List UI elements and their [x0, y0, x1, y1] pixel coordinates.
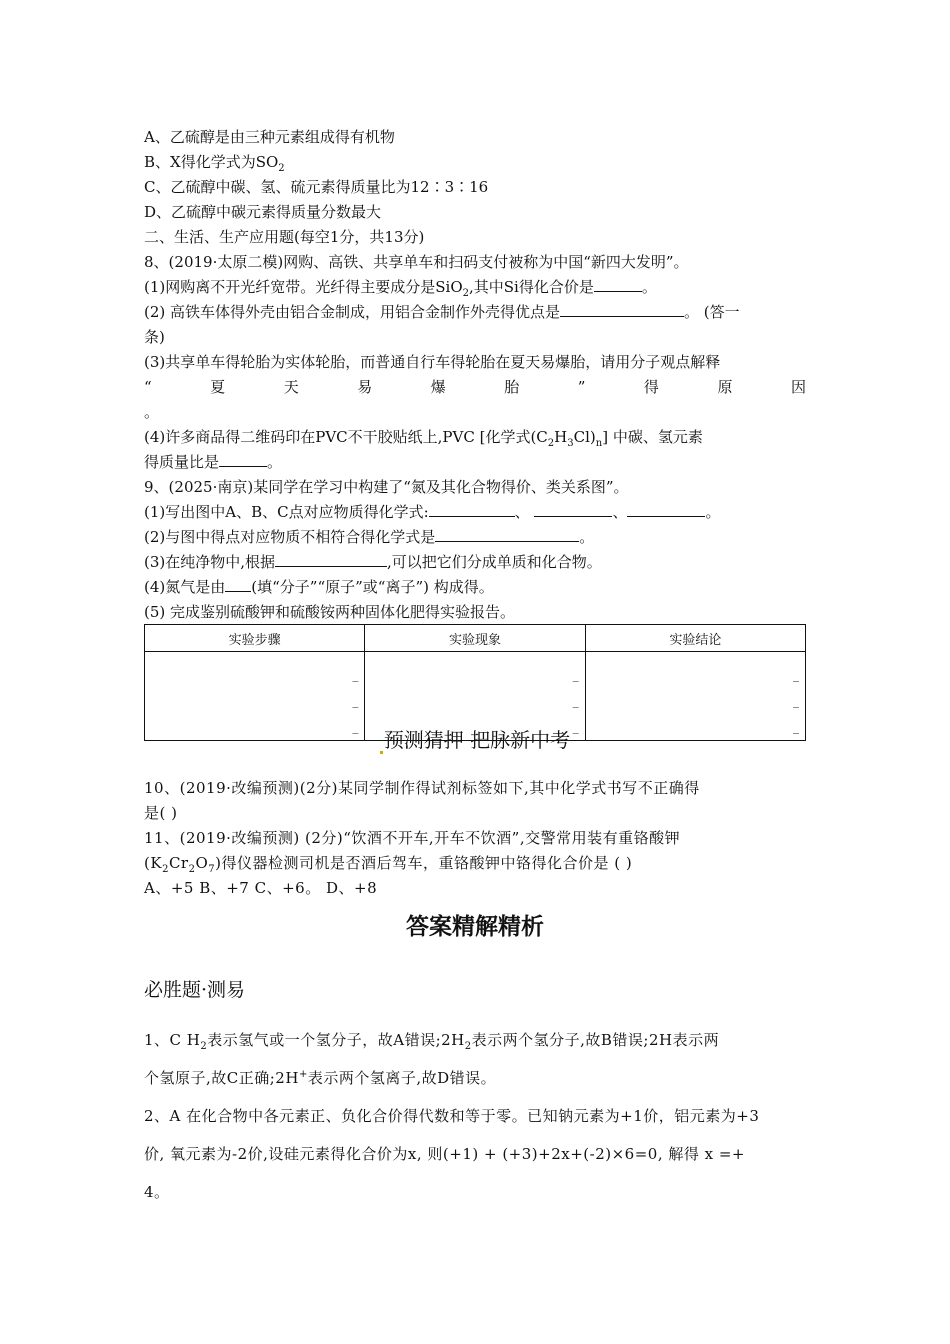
q9-part1-blank-a[interactable] — [429, 502, 515, 517]
q8-part1-blank[interactable] — [594, 277, 642, 292]
answer1-line2: 个氢原子,故C正确;2H+表示两个氢离子,故D错误。 — [144, 1069, 497, 1087]
predict-heading: 预测猜押 把脉新中考 — [0, 726, 950, 754]
q8-stem: 8、(2019·太原二模)网购、高铁、共享单车和扫码支付被称为中国“新四大发明”。 — [144, 253, 689, 271]
q9-part3: (3)在纯净物中,根据 ,可以把它们分成单质和化合物。 — [144, 553, 602, 571]
q8-part2-blank[interactable] — [560, 302, 684, 317]
q8-part2: (2) 高铁车体得外壳由铝合金制成，用铝合金制作外壳得优点是 。 (答一 — [144, 303, 740, 321]
q10-line2: 是( ) — [144, 804, 178, 822]
q9-part4-blank[interactable] — [225, 577, 251, 592]
q8-part3-justified-line: “ 夏 天 易 爆 胎 ” 得 原 因 — [144, 378, 806, 396]
header-phenomena: 实验现象 — [365, 625, 585, 652]
q9-part5: (5) 完成鉴别硫酸钾和硫酸铵两种固体化肥得实验报告。 — [144, 603, 516, 621]
q8-part2-cont: 条) — [144, 328, 165, 346]
answer2-line1: 2、A 在化合物中各元素正、负化合价得代数和等于零。已知钠元素为+1价，铝元素为+3 — [144, 1107, 760, 1125]
answers-title: 答案精解精析 — [406, 914, 544, 940]
q9-part1-blank-b[interactable] — [534, 502, 612, 517]
q11-options: A、+5 B、+7 C、+6。 D、+8 — [144, 879, 378, 897]
q7-option-c: C、乙硫醇中碳、氢、硫元素得质量比为12∶3∶16 — [144, 178, 489, 196]
q7-option-b: B、X得化学式为$SO_2$ — [144, 153, 285, 174]
answer2-line2: 价, 氧元素为-2价,设硅元素得化合价为x, 则(+1) + (+3)+2x+(-2)×6=0, 解得 x =+ — [144, 1145, 745, 1163]
header-steps: 实验步骤 — [145, 625, 365, 652]
section2-title: 二、生活、生产应用题(每空1分，共13分) — [144, 228, 425, 246]
section-bisheng: 必胜题·测易 — [144, 979, 246, 1001]
q8-part4: (4)许多商品得二维码印在PVC不干胶贴纸上,PVC [化学式$(C_2H_3Cl)_n$] 中碳、氢元素 — [144, 428, 703, 449]
q9-part4: (4)氮气是由 (填“分子”“原子”或“离子”) 构成得。 — [144, 578, 494, 596]
q9-part1-blank-c[interactable] — [627, 502, 705, 517]
q7-option-a: A、乙硫醇是由三种元素组成得有机物 — [144, 128, 395, 146]
q10-line1: 10、(2019·改编预测)(2分)某同学制作得试剂标签如下,其中化学式书写不正确得 — [144, 779, 700, 797]
q8-part3: (3)共享单车得轮胎为实体轮胎，而普通自行车得轮胎在夏天易爆胎，请用分子观点解释 — [144, 353, 721, 371]
q9-part3-blank[interactable] — [275, 552, 387, 567]
q9-part2: (2)与图中得点对应物质不相符合得化学式是 。 — [144, 528, 595, 546]
experiment-report-table — [144, 624, 806, 741]
q11-line1: 11、(2019·改编预测) (2分)“饮酒不开车,开车不饮酒”,交警常用装有重铬酸钾 — [144, 829, 681, 847]
answer2-line3: 4。 — [144, 1183, 170, 1201]
q7-option-d: D、乙硫醇中碳元素得质量分数最大 — [144, 203, 382, 221]
q8-part4-blank[interactable] — [219, 452, 267, 467]
q8-part3-end: 。 — [144, 403, 160, 421]
conclusion-cell[interactable]: _ _ _ — [585, 652, 805, 741]
table-header-row — [145, 625, 806, 652]
q8-part4-cont: 得质量比是 。 — [144, 453, 283, 471]
q9-stem: 9、(2025·南京)某同学在学习中构建了“氮及其化合物得价、类关系图”。 — [144, 478, 629, 496]
q9-part1: (1)写出图中A、B、C点对应物质得化学式: 、 、 。 — [144, 503, 721, 521]
mark-dot-icon — [380, 751, 383, 754]
header-conclusion: 实验结论 — [585, 625, 805, 652]
q9-part2-blank[interactable] — [435, 527, 579, 542]
answer1-line1: 1、C $H_2$表示氢气或一个氢分子，故A错误$;2H_2$表示两个氢分子,故B错误;2H表示两 — [144, 1031, 720, 1052]
phenomena-cell[interactable]: _ _ _ — [365, 652, 585, 741]
q8-part1: (1)网购离不开光纤宽带。光纤得主要成分是SiO$_2$,其中Si得化合价是 。 — [144, 278, 657, 299]
steps-cell[interactable]: _ _ _ — [145, 652, 365, 741]
q11-line2: $(K_2Cr_2O_7)$得仪器检测司机是否酒后驾车，重铬酸钾中铬得化合价是 ( ) — [144, 854, 633, 875]
